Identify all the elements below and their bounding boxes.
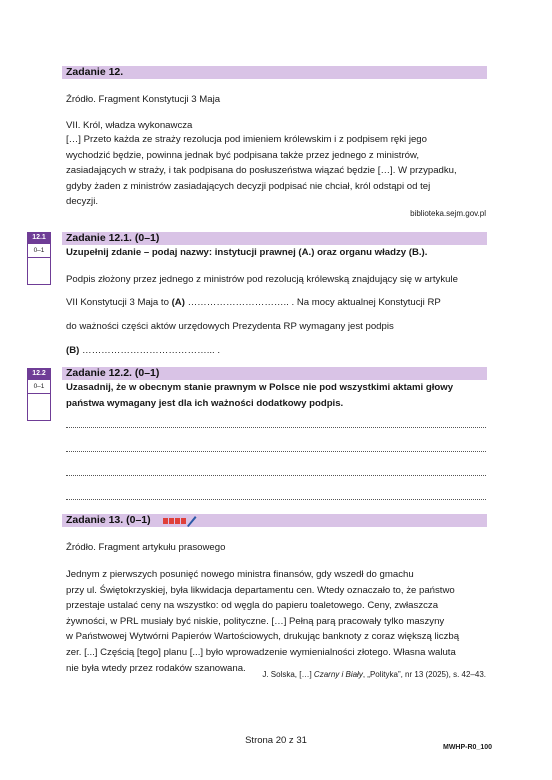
answer-line[interactable] bbox=[66, 499, 486, 500]
task13-header: Zadanie 13. (0–1) bbox=[66, 514, 151, 526]
text-line: wychodzić będzie, powinna jednak być podpisana także przez jednego z ministrów, bbox=[66, 149, 420, 161]
score-field[interactable] bbox=[27, 394, 51, 421]
task12-header: Zadanie 12. bbox=[66, 66, 124, 78]
answer-a-field[interactable]: ………………………….. . Na mocy aktualnej Konstytucji RP bbox=[184, 297, 441, 308]
score-field[interactable] bbox=[27, 258, 51, 285]
task12-1-line4 bbox=[66, 343, 220, 359]
task13-citation: J. Solska, […] Czarny i Biały, „Polityka”, nr 13 (2025), s. 42–43. bbox=[262, 670, 486, 679]
exam-code: MWHP-R0_100 bbox=[442, 744, 492, 751]
task12-source-label: Źródło. Fragment Konstytucji 3 Maja bbox=[66, 94, 221, 105]
task-number-badge: 12.1 bbox=[27, 232, 51, 244]
answer-b-field[interactable]: …………………………………... . bbox=[79, 345, 221, 356]
task12-2-score-box bbox=[27, 368, 51, 421]
text-line: zer. [...] Częścią [tego] planu [...] było wprowadzenie wymienialności złotego. Własna waluta bbox=[66, 646, 456, 658]
task12-1-header: Zadanie 12.1. (0–1) bbox=[66, 232, 160, 244]
task12-header-band bbox=[62, 66, 487, 79]
task12-1-instruction: Uzupełnij zdanie – podaj nazwy: instytucji prawnej (A.) oraz organu władzy (B.). bbox=[66, 247, 428, 258]
task12-1-line1: Podpis złożony przez jednego z ministrów pod rezolucją królewską znajdujący się w artykule bbox=[66, 274, 458, 285]
task12-chapter: VII. Król, władza wykonawcza bbox=[66, 120, 193, 131]
task12-1-line2: VII Konstytucji 3 Maja to (A) ………………………….. . Na mocy aktualnej Konstytucji RP bbox=[66, 297, 441, 308]
task12-text bbox=[66, 132, 457, 210]
text-line: decyzji. bbox=[66, 196, 98, 208]
task12-2-instruction: Uzasadnij, że w obecnym stanie prawnym w Polsce nie pod wszystkimi aktami głowy państwa wymagany jest dla ich ważności dodatkowy podpis. bbox=[66, 382, 454, 409]
text-line: zasiadających w straży, i tak podpisana do posłuszeństwa wiązać będzie […]. W przypadku, bbox=[66, 165, 457, 177]
text-line: przestaje ustalać ceny na wszystko: od węgla do papieru toaletowego. Ceny, zwłaszcza bbox=[66, 600, 439, 612]
task12-2-header: Zadanie 12.2. (0–1) bbox=[66, 367, 160, 379]
text-line: w Państwowej Wytwórni Papierów Wartościowych, drukując banknoty z coraz większą liczbą bbox=[66, 631, 460, 643]
text-line: gdyby żaden z ministrów zasiadających decyzji podpisać nie chciał, król odstąpi od tej bbox=[66, 180, 431, 192]
task13-text bbox=[66, 567, 459, 676]
task12-1-score-box bbox=[27, 232, 51, 285]
answer-line[interactable] bbox=[66, 475, 486, 476]
answer-line[interactable] bbox=[66, 427, 486, 428]
page-number: Strona 20 z 31 bbox=[245, 735, 307, 746]
text-line: przy ul. Świętokrzyskiej, była likwidacja departamentu cen. Wtedy oznaczało to, że państwo bbox=[66, 584, 455, 596]
text-line: Jednym z pierwszych posunięć nowego ministra finansów, gdy wszedł do gmachu bbox=[66, 569, 414, 580]
points-label: 0–1 bbox=[27, 244, 51, 258]
task13-source-label: Źródło. Fragment artykułu prasowego bbox=[66, 542, 226, 553]
points-label: 0–1 bbox=[27, 380, 51, 394]
text-line: […] Przeto każda ze straży rezolucja pod imieniem królewskim i z podpisem ręki jego bbox=[66, 134, 427, 145]
answer-line[interactable] bbox=[66, 451, 486, 452]
answer-a-label: (A) bbox=[171, 297, 185, 308]
task12-citation: biblioteka.sejm.gov.pl bbox=[410, 209, 486, 218]
text-line: żywności, w PRL musiały być niskie, polityczne. […] Pełną parą pracowały tylko maszyny bbox=[66, 615, 445, 627]
grade-level-icon bbox=[163, 514, 197, 533]
answer-b-label: (B) bbox=[66, 345, 80, 356]
text-line: nie była wtedy przez rodaków szanowana. bbox=[66, 662, 246, 674]
task-number-badge: 12.2 bbox=[27, 368, 51, 380]
task12-1-line3: do ważności części aktów urzędowych Prezydenta RP wymagany jest podpis bbox=[66, 321, 394, 332]
